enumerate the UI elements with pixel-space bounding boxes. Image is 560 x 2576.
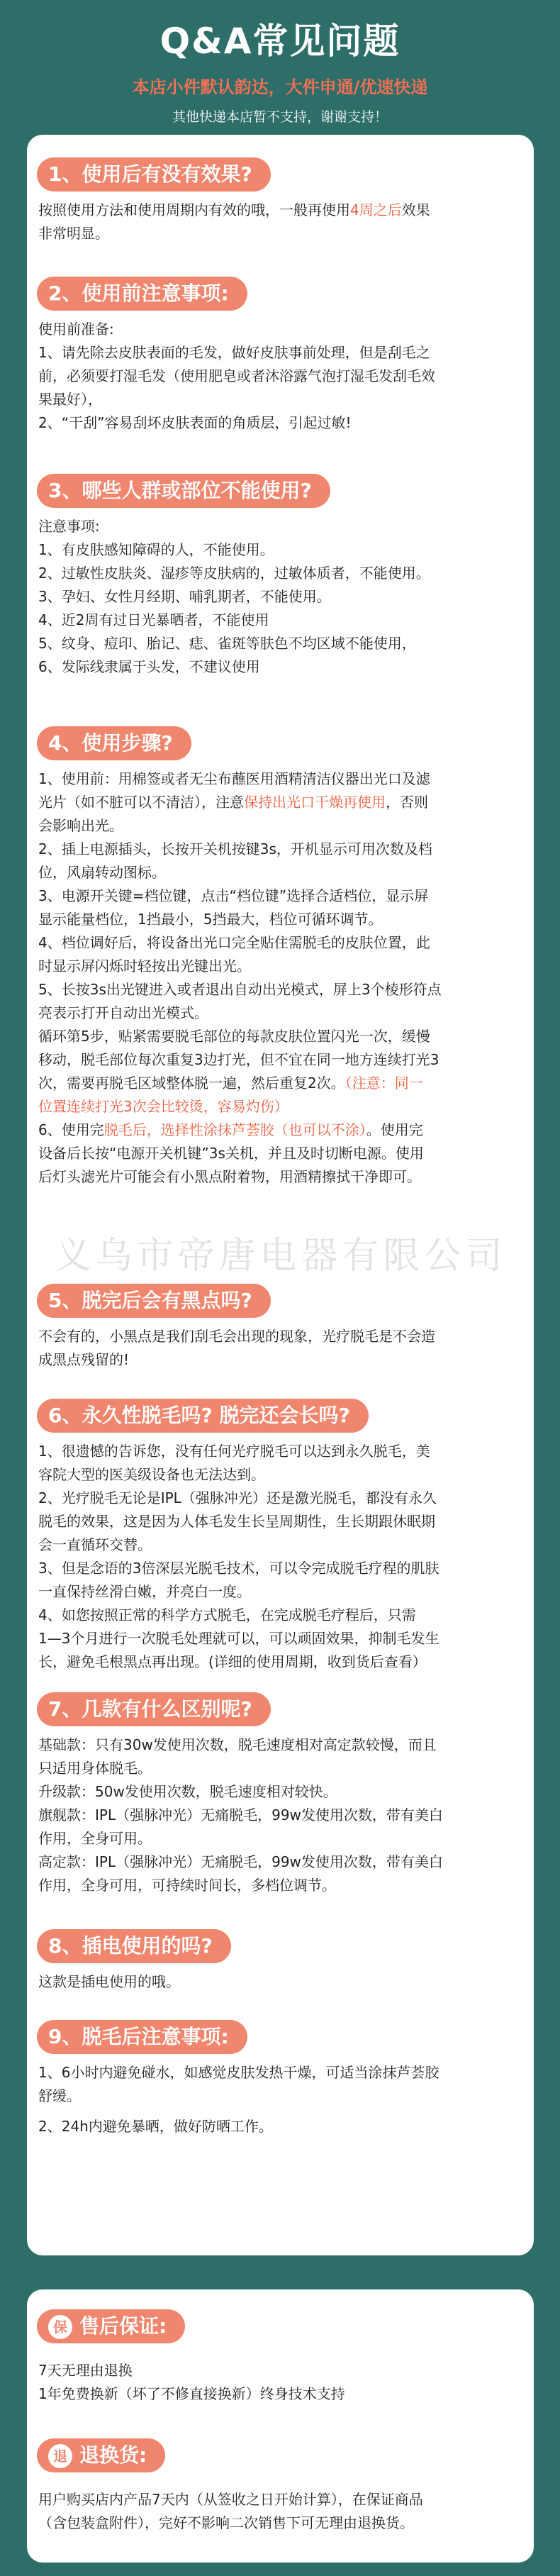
returns-body (27, 2488, 534, 2535)
faq-3-line: 2、过敏性皮肤炎、湿疹等皮肤病的，过敏体质者，不能使用。 (38, 565, 430, 582)
faq-2-line: 使用前准备: (38, 321, 114, 338)
faq-4-highlight: 保持出光口干燥再使用 (244, 794, 386, 811)
faq-section-6 (27, 1399, 534, 1674)
after-sales-card (27, 2289, 534, 2563)
faq-4-warning: （注意：同一 (345, 1075, 423, 1092)
faq-6-line: 1、很遗憾的告诉您，没有任何光疗脱毛可以达到永久脱毛，美 (38, 1443, 430, 1460)
faq-1-text-c: 非常明显。 (38, 225, 109, 242)
faq-4-line: 会影响出光。 (38, 817, 123, 834)
faq-4-title: 4、使用步骤? (37, 726, 191, 760)
faq-4-line: 显示能量档位，1挡最小，5挡最大，档位可循环调节。 (38, 911, 383, 928)
faq-1-body (27, 199, 534, 245)
faq-3-line: 注意事项: (38, 518, 100, 535)
warranty-body (27, 2359, 534, 2406)
faq-4-line: 1、使用前：用棉签或者无尘布蘸医用酒精清洁仪器出光口及滤 (38, 770, 430, 787)
returns-section (27, 2438, 534, 2535)
faq-6-line: 容院大型的医美级设备也无法达到。 (38, 1466, 265, 1483)
faq-5-line: 成黑点残留的! (38, 1351, 130, 1368)
faq-4-line: 设备后长按“电源开关机键”3s关机，并且及时切断电源。使用 (38, 1145, 424, 1162)
faq-4-line: 3、电源开关键=档位键，点击“档位键”选择合适档位，显示屏 (38, 887, 429, 904)
shipping-subnotice: 其他快递本店暂不支持，谢谢支持！ (172, 109, 388, 125)
faq-6-line: 一直保持丝滑白嫩，并亮白一度。 (38, 1583, 251, 1600)
faq-4-text: 。使用完 (366, 1121, 423, 1138)
faq-9-body (27, 2061, 534, 2138)
page-header (0, 0, 560, 135)
faq-4-line: 循环第5步，贴紧需要脱毛部位的每款皮肤位置闪光一次，缓慢 (38, 1028, 430, 1045)
company-watermark: 义乌市帝唐电器有限公司 (54, 1235, 507, 1277)
warranty-title-text: 售后保证: (79, 2314, 167, 2338)
faq-7-line: 作用，全身可用，可持续时间长，多档位调节。 (38, 1877, 336, 1894)
faq-9-line: 2、24h内避免暴晒，做好防晒工作。 (38, 2118, 273, 2135)
faq-4-warning: 位置连续打光3次会比较烫，容易灼伤） (38, 1098, 289, 1115)
faq-9-title: 9、脱毛后注意事项: (37, 2020, 247, 2054)
faq-4-text: 6、使用完 (38, 1121, 104, 1138)
faq-4-text: 次，需要再脱毛区域整体脱一遍，然后重复2次。 (38, 1075, 345, 1092)
faq-2-body (27, 318, 534, 435)
page-title: Q&A常见问题 (159, 21, 401, 62)
faq-3-line: 3、孕妇、女性月经期、哺乳期者，不能使用。 (38, 588, 331, 605)
faq-9-line: 舒缓。 (38, 2087, 81, 2104)
faq-4-line: 5、长按3s出光键进入或者退出自动出光模式，屏上3个棱形符点 (38, 981, 442, 998)
faq-2-line: 1、请先除去皮肤表面的毛发，做好皮肤事前处理，但是刮毛之 (38, 344, 430, 361)
faq-section-1 (27, 157, 534, 245)
faq-9-line: 1、6小时内避免碰水，如感觉皮肤发热干燥，可适当涂抹芦荟胶 (38, 2064, 439, 2081)
faq-6-line: 1—3个月进行一次脱毛处理就可以，可以顽固效果，抑制毛发生 (38, 1630, 439, 1647)
faq-2-line: 果最好）， (38, 391, 102, 408)
faq-section-2 (27, 277, 534, 435)
faq-6-body (27, 1440, 534, 1674)
faq-section-9 (27, 2020, 534, 2138)
warranty-shield-icon: 保 (48, 2315, 72, 2339)
faq-7-line: 升级款：50w发使用次数，脱毛速度相对较快。 (38, 1783, 337, 1800)
faq-4-line: 亮表示打开自动出光模式。 (38, 1004, 208, 1021)
faq-3-line: 1、有皮肤感知障碍的人，不能使用。 (38, 541, 274, 558)
faq-section-7 (27, 1692, 534, 1897)
faq-1-text-b: 效果 (401, 201, 430, 218)
faq-4-body (27, 767, 534, 1189)
faq-2-line: 2、“干刮”容易刮坏皮肤表面的角质层，引起过敏! (38, 414, 352, 431)
faq-3-body (27, 515, 534, 679)
faq-3-line: 5、纹身、痘印、胎记、痣、雀斑等肤色不均区域不能使用， (38, 635, 416, 652)
faq-3-line: 6、发际线隶属于头发，不建议使用 (38, 658, 260, 675)
faq-8-body (27, 1970, 534, 1994)
faq-4-text: ，否则 (386, 794, 428, 811)
faq-1-title: 1、使用后有没有效果? (37, 157, 271, 191)
faq-8-line: 这款是插电使用的哦。 (38, 1973, 180, 1990)
faq-4-line: 后灯头滤光片可能会有小黑点附着物，用酒精擦拭干净即可。 (38, 1168, 421, 1185)
faq-section-8 (27, 1929, 534, 1994)
faq-6-line: 4、如您按照正常的科学方式脱毛，在完成脱毛疗程后，只需 (38, 1606, 416, 1623)
faq-1-highlight: 4周之后 (350, 201, 402, 218)
faq-6-title: 6、永久性脱毛吗? 脱完还会长吗? (37, 1399, 369, 1433)
faq-5-line: 不会有的，小黑点是我们刮毛会出现的现象，光疗脱毛是不会造 (38, 1328, 435, 1345)
faq-3-title: 3、哪些人群或部位不能使用? (37, 474, 330, 508)
returns-title-text: 退换货: (79, 2443, 147, 2467)
faq-7-line: 基础款：只有30w发使用次数，脱毛速度相对高定款较慢，而且 (38, 1736, 437, 1753)
faq-6-line: 会一直循环交替。 (38, 1536, 152, 1553)
faq-7-line: 旗舰款：IPL（强脉冲光）无痛脱毛，99w发使用次数，带有美白 (38, 1806, 443, 1823)
faq-4-highlight: 脱毛后，选择性涂抹芦荟胶（也可以不涂） (103, 1121, 366, 1138)
faq-7-body (27, 1733, 534, 1897)
warranty-section (27, 2309, 534, 2406)
returns-line: （含包装盒附件），完好不影响二次销售下可无理由退换货。 (38, 2514, 414, 2531)
warranty-line: 7天无理由退换 (38, 2362, 133, 2379)
faq-4-line: 移动，脱毛部位每次重复3边打光，但不宜在同一地方连续打光3 (38, 1051, 439, 1068)
faq-4-line: 时显示屏闪烁时轻按出光键出光。 (38, 957, 251, 975)
faq-6-line: 长，避免毛根黑点再出现。(详细的使用周期，收到货后查看） (38, 1653, 427, 1670)
warranty-title (37, 2309, 185, 2343)
faq-2-line: 前，必须要打湿毛发（使用肥皂或者沐浴露气泡打湿毛发刮毛效 (38, 367, 435, 384)
faq-4-line: 2、插上电源插头，长按开关机按键3s，开机显示可用次数及档 (38, 840, 432, 857)
faq-section-5 (27, 1284, 534, 1372)
faq-8-title: 8、插电使用的吗? (37, 1929, 231, 1963)
faq-section-4 (27, 726, 534, 1189)
shipping-notice: 本店小件默认韵达，大件申通/优速快递 (132, 77, 428, 97)
faq-6-line: 脱毛的效果，这是因为人体毛发生长呈周期性，生长期跟休眠期 (38, 1513, 435, 1530)
faq-6-line: 2、光疗脱毛无论是IPL（强脉冲光）还是激光脱毛，都没有永久 (38, 1489, 437, 1506)
faq-2-title: 2、使用前注意事项: (37, 277, 247, 311)
returns-title (37, 2438, 165, 2472)
faq-7-title: 7、几款有什么区别呢? (37, 1692, 271, 1726)
faq-section-3 (27, 474, 534, 679)
warranty-line: 1年免费换新（坏了不修直接换新）终身技术支持 (38, 2385, 345, 2402)
returns-icon: 退 (48, 2444, 72, 2468)
faq-6-line: 3、但是念语的3倍深层光脱毛技术，可以令完成脱毛疗程的肌肤 (38, 1560, 439, 1577)
returns-line: 用户购买店内产品7天内（从签收之日开始计算），在保证商品 (38, 2491, 423, 2508)
faq-5-body (27, 1325, 534, 1372)
faq-7-line: 高定款：IPL（强脉冲光）无痛脱毛，99w发使用次数，带有美白 (38, 1853, 443, 1870)
faq-7-line: 只适用身体脱毛。 (38, 1760, 152, 1777)
faq-4-line: 4、档位调好后，将设备出光口完全贴住需脱毛的皮肤位置，此 (38, 934, 430, 951)
faq-7-line: 作用，全身可用。 (38, 1830, 152, 1847)
faq-card (27, 135, 534, 2255)
faq-1-text-a: 按照使用方法和使用周期内有效的哦，一般再使用 (38, 201, 350, 218)
faq-4-text: 光片（如不脏可以不清洁），注意 (38, 794, 244, 811)
faq-3-line: 4、近2周有过日光暴晒者，不能使用 (38, 611, 269, 628)
faq-4-line: 位，风扇转动图标。 (38, 864, 166, 881)
faq-5-title: 5、脱完后会有黑点吗? (37, 1284, 271, 1318)
